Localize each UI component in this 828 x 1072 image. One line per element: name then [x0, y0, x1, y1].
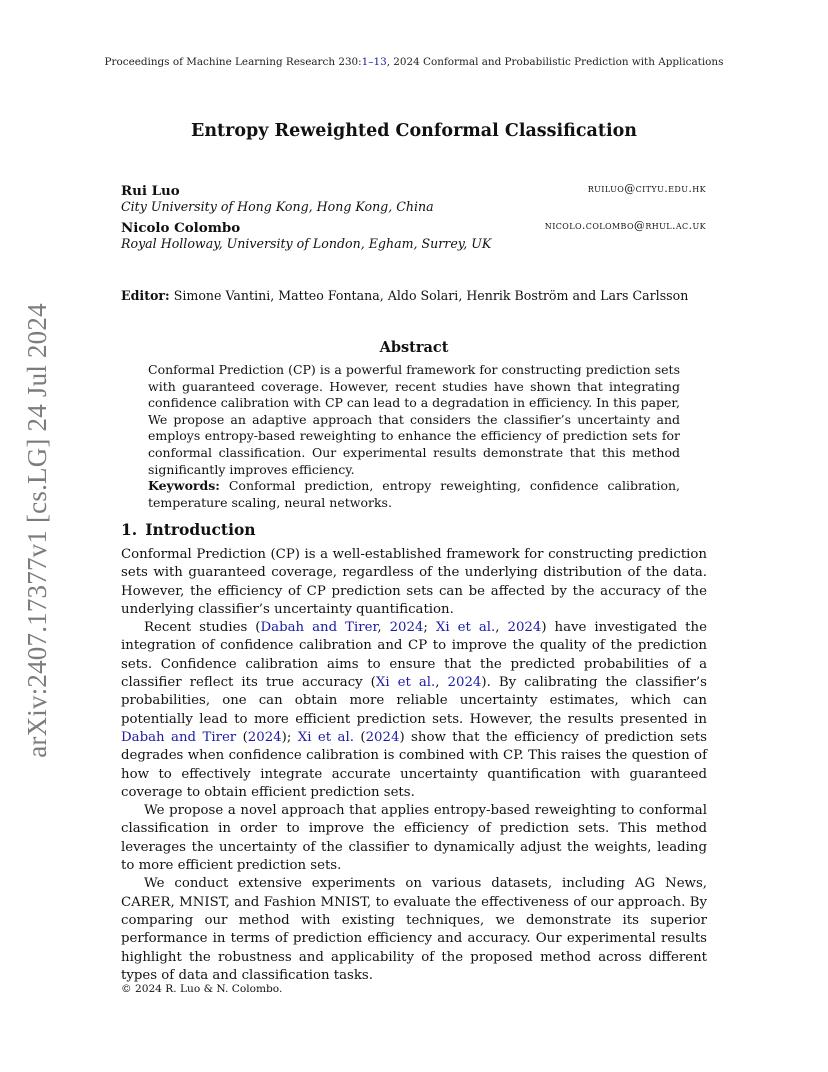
keywords-text: Conformal prediction, entropy reweighting, confidence calibration, temperature scaling, neural networks.	[148, 478, 680, 510]
paragraph-text: ;	[423, 620, 436, 636]
citation-link[interactable]: Dabah and Tirer	[260, 620, 378, 636]
citation-link[interactable]: 2024	[365, 729, 400, 745]
paragraph-text: ) show that the efficiency of prediction sets degrades when confidence calibration is combined with CP. This raises the question of how to effectively integrate accurate uncertainty quantification with guaranteed coverage to obtain efficient prediction sets.	[121, 729, 707, 800]
keywords	[148, 478, 680, 511]
section-title: Introduction	[145, 520, 256, 539]
author-email[interactable]: ruiluo@cityu.edu.hk	[587, 182, 706, 195]
paragraph-text: (	[353, 729, 366, 745]
body-paragraph	[121, 802, 707, 875]
paragraph-text: ,	[435, 675, 448, 691]
body-paragraph	[121, 875, 707, 985]
author-name: Rui Luo	[121, 183, 180, 199]
author-affiliation: City University of Hong Kong, Hong Kong, China	[121, 199, 434, 214]
keywords-label: Keywords:	[148, 478, 220, 494]
arxiv-stamp	[16, 300, 58, 760]
running-head-prefix: Proceedings of Machine Learning Research 230:	[104, 56, 362, 68]
paragraph-text: We propose a novel approach that applies entropy-based reweighting to conformal classification in order to improve the efficiency of prediction sets. This method leverages the uncertainty of the classifier to dynamically adjust the weights, leading to more efficient prediction sets.	[121, 803, 707, 874]
arxiv-stamp-text: arXiv:2407.17377v1 [cs.LG] 24 Jul 2024	[21, 302, 52, 758]
body-paragraph	[121, 546, 707, 619]
body-paragraph	[121, 619, 707, 802]
paper-title: Entropy Reweighted Conformal Classification	[190, 121, 638, 141]
citation-link[interactable]: 2024	[507, 620, 542, 636]
citation-link[interactable]: Xi et al.	[297, 729, 354, 745]
citation-link[interactable]: 2024	[447, 675, 482, 691]
paragraph-text: ,	[377, 620, 390, 636]
pages-link[interactable]: 1–13	[361, 56, 387, 68]
running-head-suffix: , 2024 Conformal and Probabilistic Prediction with Applications	[386, 56, 724, 68]
copyright: © 2024 R. Luo & N. Colombo.	[121, 983, 283, 995]
section-heading	[121, 520, 256, 539]
paragraph-text: ,	[495, 620, 508, 636]
paragraph-text: ) have investigated the integration of confidence calibration and CP to improve the quality of the prediction sets. Confidence calibration aims to ensure that the predicted probabilities of a classifier reflect its true accuracy (	[121, 620, 707, 691]
abstract	[148, 362, 680, 511]
citation-link[interactable]: Xi et al.	[435, 620, 496, 636]
author-2	[121, 217, 706, 236]
paragraph-text: Conformal Prediction (CP) is a well-established framework for constructing prediction sets with guaranteed coverage, regardless of the underlying distribution of the data. However, the efficiency of CP prediction sets can be affected by the accuracy of the underlying classifier’s uncertainty quantification.	[121, 547, 707, 617]
section-number: 1.	[121, 520, 138, 539]
paragraph-text: (	[236, 729, 248, 745]
body-text	[121, 546, 707, 985]
author-name: Nicolo Colombo	[121, 220, 241, 236]
citation-link[interactable]: Xi et al.	[375, 675, 436, 691]
paragraph-text: Recent studies (	[144, 620, 261, 636]
author-1	[121, 180, 706, 199]
citation-link[interactable]: 2024	[247, 729, 282, 745]
citation-link[interactable]: 2024	[389, 620, 424, 636]
citation-link[interactable]: Dabah and Tirer	[121, 729, 237, 745]
paragraph-text: We conduct extensive experiments on various datasets, including AG News, CARER, MNIST, and Fashion MNIST, to evaluate the effectiveness of our approach. By comparing our method with existing techniques, we demonstrate its superior performance in terms of prediction efficiency and accuracy. Our experimental results highlight the robustness and applicability of the proposed method across different types of data and classification tasks.	[121, 876, 707, 983]
author-affiliation: Royal Holloway, University of London, Egham, Surrey, UK	[121, 236, 492, 251]
editor-line	[121, 288, 688, 303]
paragraph-text: );	[281, 729, 298, 745]
editor-label: Editor:	[121, 288, 170, 303]
author-email[interactable]: nicolo.colombo@rhul.ac.uk	[544, 219, 706, 232]
running-head	[0, 56, 828, 68]
abstract-heading: Abstract	[379, 339, 449, 356]
paragraph-text: ). By calibrating the classifier’s probabilities, one can obtain more reliable uncertainty estimates, which can potentially lead to more efficient prediction sets. However, the results presented in	[121, 675, 707, 727]
abstract-text: Conformal Prediction (CP) is a powerful framework for constructing prediction sets with guaranteed coverage. However, recent studies have shown that integrating confidence calibration with CP can lead to a degradation in efficiency. In this paper, We propose an adaptive approach that considers the classifier’s uncertainty and employs entropy-based reweighting to enhance the efficiency of prediction sets for conformal classification. Our experimental results demonstrate that this method significantly improves efficiency.	[148, 362, 680, 477]
editor-names: Simone Vantini, Matteo Fontana, Aldo Solari, Henrik Boström and Lars Carlsson	[173, 288, 689, 303]
